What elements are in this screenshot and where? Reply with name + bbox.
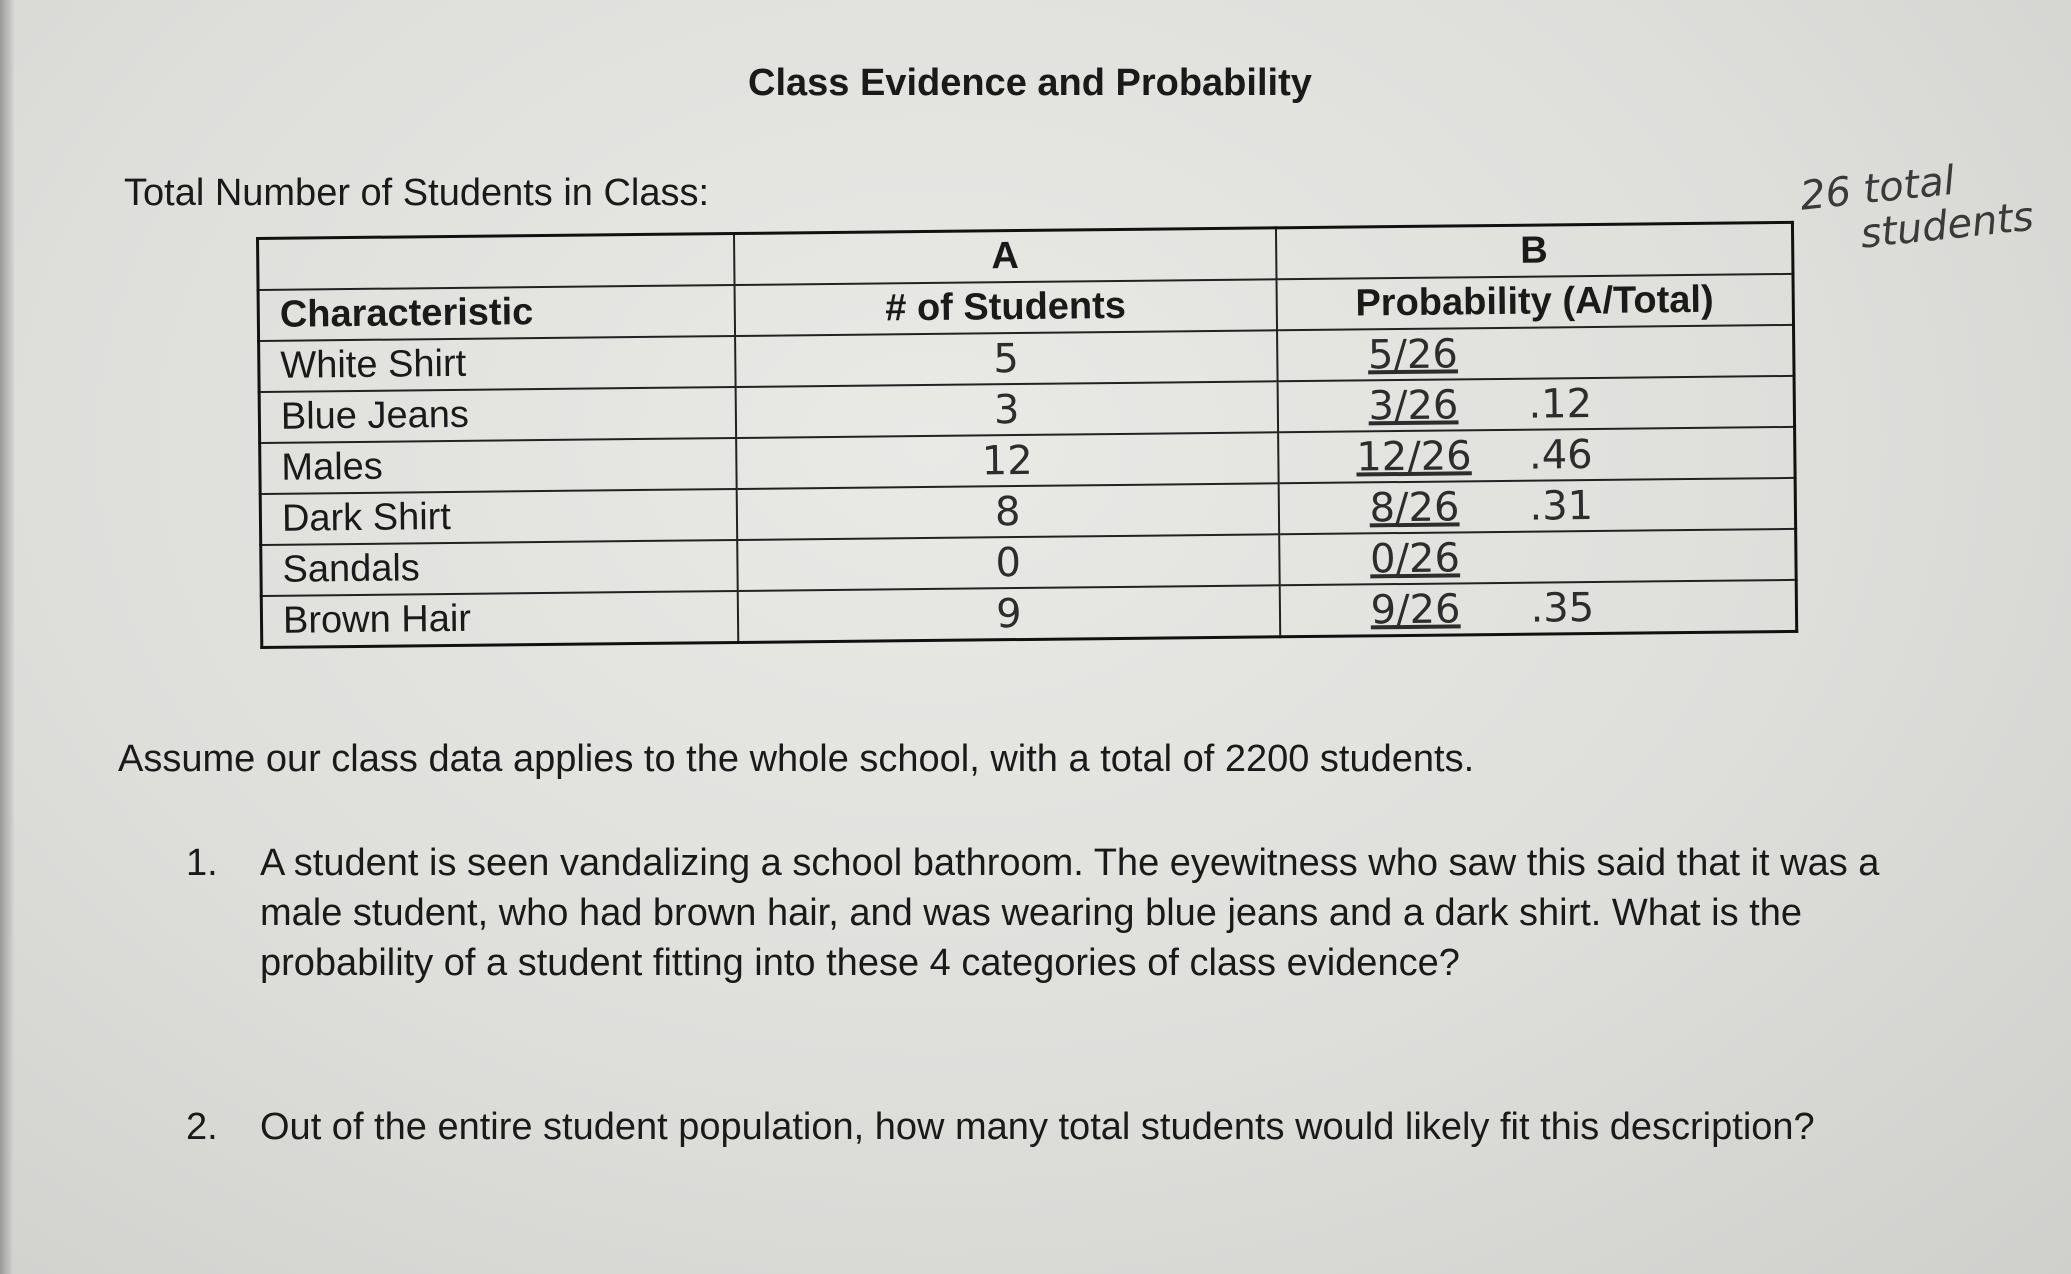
fraction-value: 8/26	[1369, 483, 1460, 531]
characteristic-cell: Dark Shirt	[260, 489, 737, 545]
column-letter-b: B	[1276, 222, 1793, 279]
count-cell: 9	[738, 585, 1280, 642]
count-cell: 5	[735, 330, 1277, 387]
fraction-value: 9/26	[1370, 585, 1461, 633]
characteristic-cell: Brown Hair	[261, 591, 738, 647]
question-number: 2.	[186, 1106, 218, 1148]
question-text: A student is seen vandalizing a school bathroom. The eyewitness who saw this said that it was a male student, who had brown hair, and was wearing blue jeans and a dark shirt. What is the probability of a student fitting into these 4 categories of class evidence?	[260, 842, 1880, 984]
fraction-value: 5/26	[1367, 330, 1459, 378]
decimal-value: .46	[1528, 431, 1593, 479]
probability-cell	[1279, 580, 1796, 637]
probability-cell	[1277, 325, 1794, 381]
decimal-value	[1528, 365, 1648, 366]
header-characteristic: Characteristic	[258, 285, 735, 341]
total-students-label: Total Number of Students in Class:	[124, 172, 710, 214]
probability-cell	[1278, 427, 1795, 483]
decimal-value: .12	[1528, 380, 1593, 428]
count-cell: 8	[737, 483, 1279, 540]
assumption-statement: Assume our class data applies to the whole school, with a total of 2200 students.	[118, 738, 1475, 780]
evidence-table	[256, 221, 1798, 649]
count-cell: 0	[737, 534, 1279, 591]
handwritten-note-line-1: 26 total	[1797, 157, 1957, 220]
count-cell: 12	[736, 432, 1278, 489]
page-title: Class Evidence and Probability	[748, 62, 1312, 104]
page-edge-shadow	[0, 0, 14, 1274]
fraction-value: 3/26	[1368, 381, 1459, 429]
probability-cell	[1277, 376, 1794, 432]
fraction-value: 12/26	[1356, 432, 1472, 480]
probability-cell	[1278, 478, 1795, 534]
question-number: 1.	[186, 842, 218, 884]
count-cell: 3	[736, 381, 1278, 438]
column-letter-a: A	[734, 228, 1276, 285]
header-num-students: # of Students	[735, 279, 1277, 336]
fraction-value: 0/26	[1369, 534, 1461, 582]
probability-cell	[1279, 529, 1796, 585]
question-text: Out of the entire student population, how many total students would likely fit this description?	[260, 1106, 1815, 1148]
decimal-value: .35	[1530, 584, 1595, 632]
column-letter-blank	[258, 233, 735, 289]
characteristic-cell: White Shirt	[259, 336, 736, 392]
decimal-value: .31	[1529, 482, 1594, 530]
header-probability: Probability (A/Total)	[1276, 274, 1793, 330]
handwritten-note-line-2: students	[1858, 193, 2036, 258]
characteristic-cell: Males	[260, 438, 737, 494]
decimal-value	[1530, 569, 1650, 570]
handwritten-total-note	[1798, 151, 2036, 263]
characteristic-cell: Sandals	[261, 540, 738, 596]
characteristic-cell: Blue Jeans	[259, 387, 736, 443]
